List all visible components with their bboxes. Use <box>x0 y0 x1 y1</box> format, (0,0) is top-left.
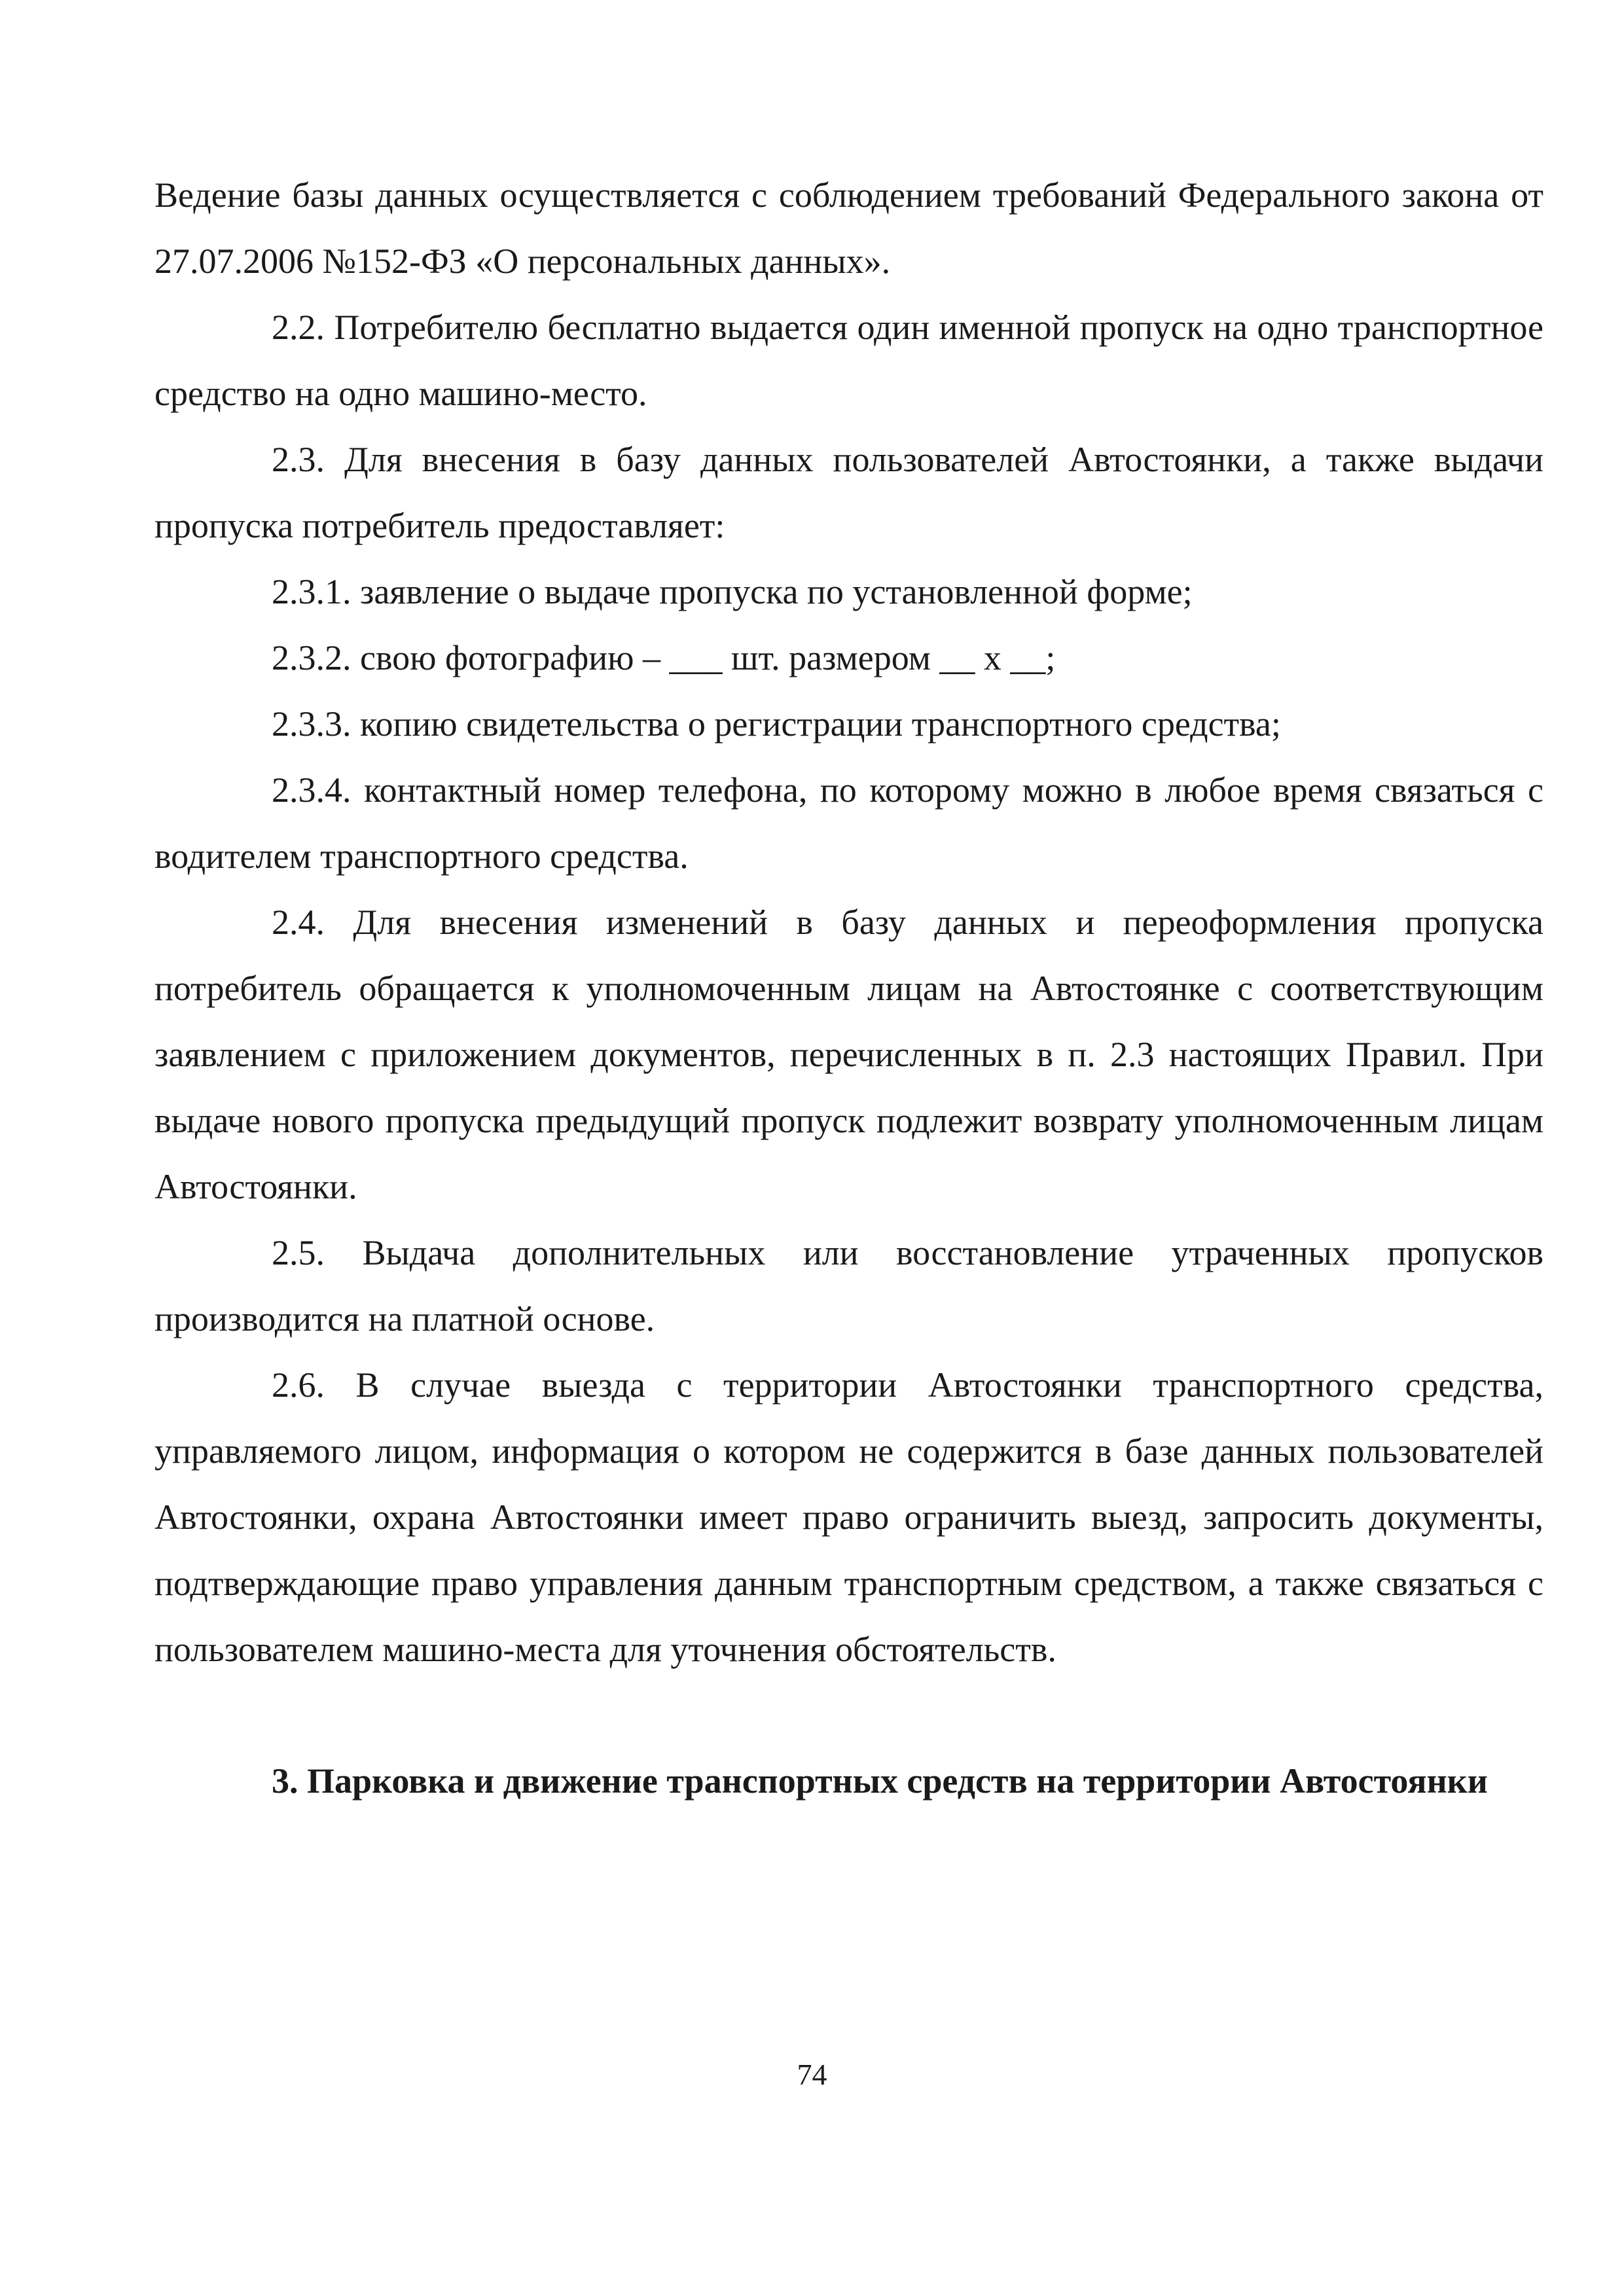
paragraph-2-3-1: 2.3.1. заявление о выдаче пропуска по установленной форме; <box>272 572 1193 611</box>
paragraph-2-3: 2.3. Для внесения в базу данных пользователей Автостоянки, а также выдачи пропуска потребитель предоставляет: <box>154 440 1543 545</box>
paragraph-2-4: 2.4. Для внесения изменений в базу данных и переоформления пропуска потребитель обращается к уполномоченным лицам на Автостоянке с соответствующим заявлением с приложением документов, перечисленных в п. 2.3 настоящих Правил. При выдаче нового пропуска предыдущий пропуск подлежит возврату уполномоченным лицам Автостоянки. <box>154 903 1543 1206</box>
paragraph-2-3-4: 2.3.4. контактный номер телефона, по которому можно в любое время связаться с водителем транспортного средства. <box>154 770 1543 876</box>
paragraph-2-5: 2.5. Выдача дополнительных или восстановление утраченных пропусков производится на платной основе. <box>154 1233 1543 1338</box>
document-body <box>154 162 1543 1814</box>
paragraph-2-3-3: 2.3.3. копию свидетельства о регистрации транспортного средства; <box>272 704 1281 744</box>
page-number: 74 <box>797 2058 827 2091</box>
paragraph-2-6: 2.6. В случае выезда с территории Автостоянки транспортного средства, управляемого лицом, информация о котором не содержится в базе данных пользователей Автостоянки, охрана Автостоянки имеет право ограничить выезд, запросить документы, подтверждающие право управления данным транспортным средством, а также связаться с пользователем машино-места для уточнения обстоятельств. <box>154 1365 1543 1669</box>
paragraph-2-3-2: 2.3.2. свою фотографию – ___ шт. размером __ х __; <box>272 638 1056 677</box>
paragraph-2-2: 2.2. Потребителю бесплатно выдается один именной пропуск на одно транспортное средство на одно машино-место. <box>154 308 1543 413</box>
paragraph-database-law: Ведение базы данных осуществляется с соблюдением требований Федерального закона от 27.07.2006 №152-ФЗ «О персональных данных». <box>154 175 1543 281</box>
section-heading: 3. Парковка и движение транспортных средств на территории Автостоянки <box>272 1761 1488 1801</box>
